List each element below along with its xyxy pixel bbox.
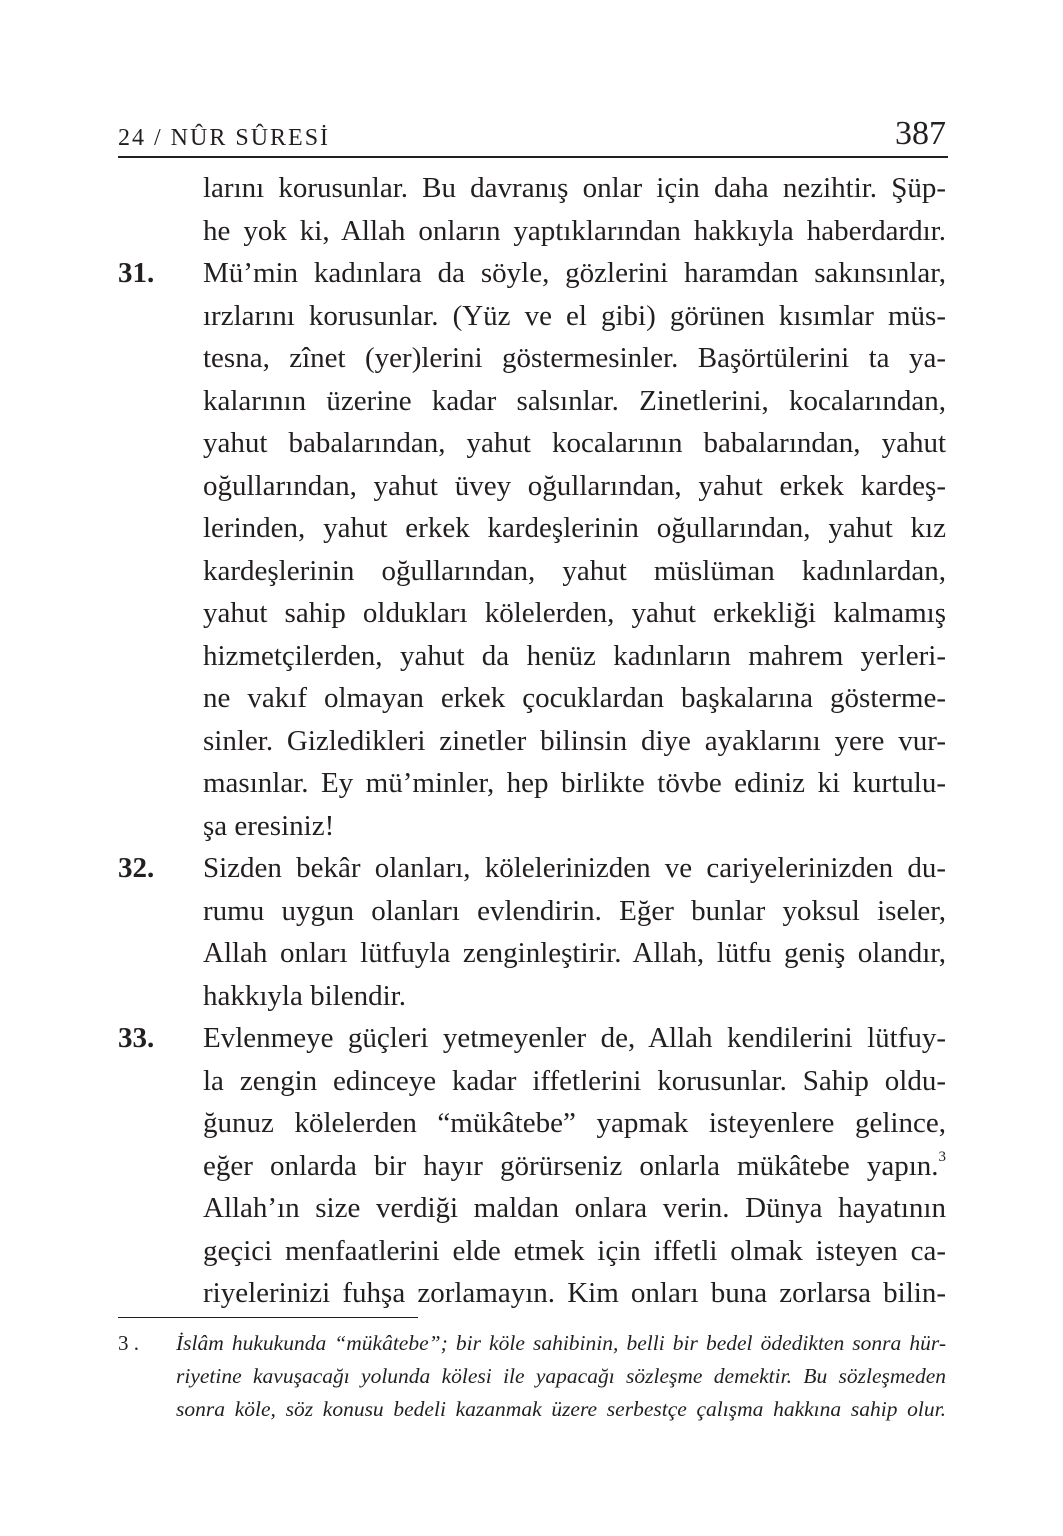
text-row	[118, 337, 946, 380]
text-line: sinler. Gizledikleri zinetler bilinsin diye ayaklarını yere vur-	[203, 724, 946, 757]
text-row	[118, 1060, 946, 1103]
text-row	[118, 1145, 946, 1188]
text-line: riyelerinizi fuhşa zorlamayın. Kim onları buna zorlarsa bilin-	[203, 1277, 946, 1309]
text-row	[118, 1102, 946, 1145]
text-row	[118, 210, 946, 253]
text-line: ırzlarını korusunlar. (Yüz ve el gibi) görünen kısımlar müs-	[203, 299, 946, 332]
verse-number: 32.	[118, 852, 155, 884]
text-line: ğunuz kölelerden “mükâtebe” yapmak isteyenlere gelince,	[203, 1107, 946, 1139]
text-row	[118, 762, 946, 805]
text-row	[118, 677, 946, 720]
text-line: hakkıyla bilendir.	[203, 979, 406, 1012]
text-row	[118, 167, 946, 210]
text-line: kalarının üzerine kadar salsınlar. Zinetlerini, kocalarından,	[203, 384, 946, 417]
text-line: Mü’min kadınlara da söyle, gözlerini haramdan sakınsınlar,	[203, 257, 946, 289]
text-row	[118, 422, 946, 465]
text-line: he yok ki, Allah onların yaptıklarından hakkıyla haberdardır.	[203, 214, 946, 247]
text-line: yahut sahip oldukları kölelerden, yahut erkekliği kalmamış	[203, 597, 946, 629]
text-line	[203, 1145, 946, 1188]
text-row	[118, 1187, 946, 1230]
text-line: masınlar. Ey mü’minler, hep birlikte tövbe ediniz ki kurtulu-	[203, 767, 946, 799]
text-line: lerinden, yahut erkek kardeşlerinin oğullarından, yahut kız	[203, 512, 946, 544]
footnote	[118, 1327, 946, 1426]
text-row	[118, 932, 946, 975]
text-row	[118, 1230, 946, 1273]
text-row	[118, 1272, 946, 1315]
text-row	[118, 805, 946, 848]
header-rule	[118, 156, 948, 158]
footnote-reference: 3	[938, 1148, 946, 1165]
text-line: geçici menfaatlerini elde etmek için iffetli olmak isteyen ca-	[203, 1234, 946, 1267]
text-row	[118, 720, 946, 763]
text-line: hizmetçilerden, yahut da henüz kadınların mahrem yerleri-	[203, 639, 946, 672]
footnote-rule	[118, 1317, 418, 1318]
footnote-marker: 3 .	[118, 1331, 139, 1355]
text-line: Allah onları lütfuyla zenginleştirir. Allah, lütfu geniş olandır,	[203, 937, 946, 969]
text-line: yahut babalarından, yahut kocalarının babalarından, yahut	[203, 427, 946, 459]
text-line: rumu uygun olanları evlendirin. Eğer bunlar yoksul iseler,	[203, 894, 946, 927]
text-line: Evlenmeye güçleri yetmeyenler de, Allah kendilerini lütfuy-	[203, 1022, 946, 1054]
text-row	[118, 635, 946, 678]
text-row	[118, 975, 946, 1018]
verse-33-row	[118, 1017, 946, 1060]
text-row	[118, 592, 946, 635]
text-line: la zengin edinceye kadar iffetlerini korusunlar. Sahip oldu-	[203, 1064, 946, 1097]
verse-number: 31.	[118, 257, 155, 289]
text-line: oğullarından, yahut üvey oğullarından, yahut erkek kardeş-	[203, 469, 946, 502]
text-row	[118, 380, 946, 423]
text-row	[118, 550, 946, 593]
footnote-line: riyetine kavuşacağı yolunda kölesi ile yapacağı sözleşme demektir. Bu sözleşmeden	[176, 1364, 946, 1388]
text-line: şa eresiniz!	[203, 809, 335, 842]
text-line: kardeşlerinin oğullarından, yahut müslüman kadınlardan,	[203, 554, 946, 587]
text-line: Sizden bekâr olanları, kölelerinizden ve cariyelerinizden du-	[203, 852, 946, 884]
page-body	[118, 167, 946, 1315]
text-row	[118, 465, 946, 508]
running-header-title: 24 / NÛR SÛRESİ	[118, 125, 331, 151]
text-line: larını korusunlar. Bu davranış onlar için daha nezihtir. Şüp-	[203, 172, 946, 204]
text-line: Allah’ın size verdiği maldan onlara verin. Dünya hayatının	[203, 1192, 946, 1224]
footnote-line: sonra köle, söz konusu bedeli kazanmak üzere serbestçe çalışma hakkına sahip olur.	[176, 1397, 946, 1421]
page-number: 387	[895, 115, 946, 152]
text-row	[118, 295, 946, 338]
text-line: tesna, zînet (yer)lerini göstermesinler. Başörtülerini ta ya-	[203, 342, 946, 374]
text-line: ne vakıf olmayan erkek çocuklardan başkalarına gösterme-	[203, 682, 946, 714]
verse-32-row	[118, 847, 946, 890]
text-row	[118, 507, 946, 550]
text-row	[118, 890, 946, 933]
text-line-content: eğer onlarda bir hayır görürseniz onlarla mükâtebe yapın.	[203, 1149, 939, 1182]
footnote-line: İslâm hukukunda “mükâtebe”; bir köle sahibinin, belli bir bedel ödedikten sonra hür-	[176, 1331, 946, 1355]
verse-number: 33.	[118, 1022, 155, 1054]
verse-31-row	[118, 252, 946, 295]
